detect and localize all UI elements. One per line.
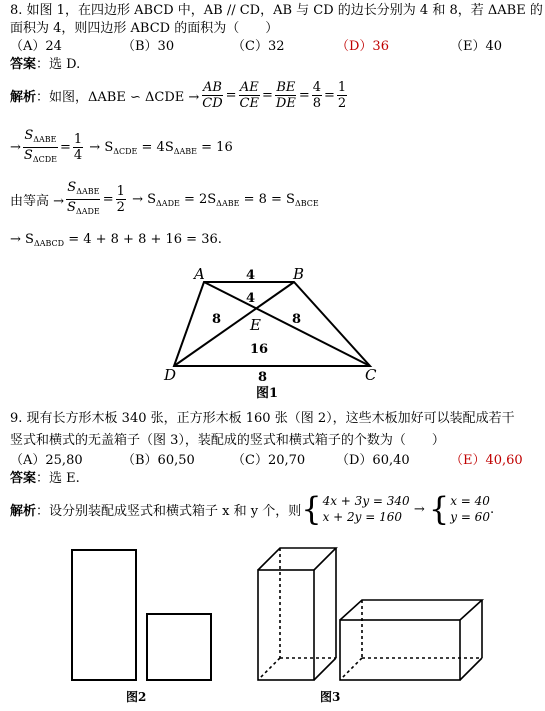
q8-option-d: （D）36 [336,39,389,54]
q9-stem-line1: 9. 现有长方形木板 340 张，正方形木板 160 张（图 2），这些木板加好可以装配成若干 [10,411,515,426]
q8-sol1-prefix: ：如图，ΔABE ∽ ΔCDE → [36,90,200,105]
q9-answer-label: 答案 [10,471,37,486]
q8-solution-line2: → $\frac{S_{\Delta ABE}}{S_{\Delta CDE}}$ = $\frac{1}{4}$ → $S_{\Delta CDE} = 4S_{\Delta ABE} = 16$ [10,128,233,167]
q8-option-b: （B）30 [122,39,175,54]
label-right-8: 8 [292,312,302,327]
solution-system: { x = 40 y = 60 [428,490,490,528]
q8-solution-line4: → $S_{\Delta ABCD} = 4 + 8 + 8 + 16 = 36$. [10,232,222,248]
vertex-c: C [365,366,377,384]
vertex-a: A [194,265,205,283]
diagonal-bd [174,282,294,366]
fraction-be-de: $\frac{BE}{DE}$ [275,80,296,111]
q9-solution: 解析 ：设分别装配成竖式和横式箱子 x 和 y 个，则 { 4x + 3y = 340 x + 2y = 160 → { x = 40 y = 60 . [10,490,495,528]
vertical-box [258,548,336,680]
vertex-d: D [164,366,177,384]
vertex-b: B [293,265,305,283]
rectangle-board [72,550,136,680]
q8-option-c: （C）32 [232,39,285,54]
equation-system: { 4x + 3y = 340 x + 2y = 160 [301,490,410,528]
q9-option-b: （B）60,50 [122,453,195,468]
figure-1-caption: 图1 [256,386,279,401]
fraction-1-2b: $\frac{1}{2}$ [116,184,125,215]
q9-solution-text: ：设分别装配成竖式和横式箱子 x 和 y 个，则 [36,503,302,519]
q8-stem-line2: 面积为 4，则四边形 ABCD 的面积为（ ） [10,21,279,36]
figure-2-caption: 图2 [126,690,147,704]
fraction-ab-cd: $\frac{AB}{CD}$ [202,80,223,111]
label-triangle-4: 4 [246,291,256,306]
figure-1-trapezoid [160,262,390,402]
q8-option-a: （A）24 [10,39,62,54]
q9-answer [10,470,80,488]
diagonal-ac [204,282,370,366]
label-bottom-16: 16 [250,342,269,357]
q8-answer-label: 答案 [10,57,37,72]
label-left-8: 8 [212,312,222,327]
q9-answer-text: ：选 E. [36,471,80,486]
figure-3-boxes [250,540,490,690]
figure-3-caption: 图3 [320,690,341,704]
figure-2-boards [60,540,220,705]
q9-option-c: （C）20,70 [232,453,306,468]
point-e: E [250,316,261,334]
fraction-1-4: $\frac{1}{4}$ [73,132,83,163]
q8-solution-line3: 由等高 → $\frac{S_{\Delta ABE}}{S_{\Delta ADE}}$ = $\frac{1}{2}$ → $S_{\Delta ADE} = 2S_{\Delta ABE} = 8 = S_{\Delta BCE}$ [10,180,319,219]
q9-solution-label: 解析 [10,503,37,519]
horizontal-box [340,600,482,680]
q8-answer [10,56,80,74]
fraction-sabe-sade: $\frac{S_{\Delta ABE}}{S_{\Delta ADE}}$ [67,180,100,216]
fraction-sabe-scde: $\frac{S_{\Delta ABE}}{S_{\Delta CDE}}$ [23,128,57,164]
q9-option-d: （D）60,40 [336,453,410,468]
fraction-4-8: $\frac{4}{8}$ [312,80,321,111]
q8-solution-label: 解析 [10,90,37,105]
q9-stem-line2: 竖式和横式的无盖箱子（图 3），装配成的竖式和横式箱子的个数为（ ） [10,433,445,448]
square-board [147,614,211,680]
q9-option-e: （E）40,60 [450,453,523,468]
q9-option-a: （A）25,80 [10,453,83,468]
q8-stem-line1: 8. 如图 1，在四边形 ABCD 中，AB // CD，AB 与 CD 的边长分别为 4 和 8，若 ΔABE 的 [10,3,543,18]
fraction-ae-ce: $\frac{AE}{CE}$ [239,80,259,111]
label-bottom-8: 8 [258,370,268,385]
label-top-4: 4 [246,268,256,283]
q8-solution-line1: 解析 ：如图，ΔABE ∽ ΔCDE → $\frac{AB}{CD}$ = $\frac{AE}{CE}$ = $\frac{BE}{DE}$ = $\frac{4}{8}$ = $\frac{1}{2}$ [10,80,347,111]
q8-option-e: （E）40 [450,39,503,54]
q8-answer-text: ：选 D. [36,57,81,72]
trapezoid-abcd [174,282,370,366]
fraction-1-2: $\frac{1}{2}$ [337,80,347,111]
